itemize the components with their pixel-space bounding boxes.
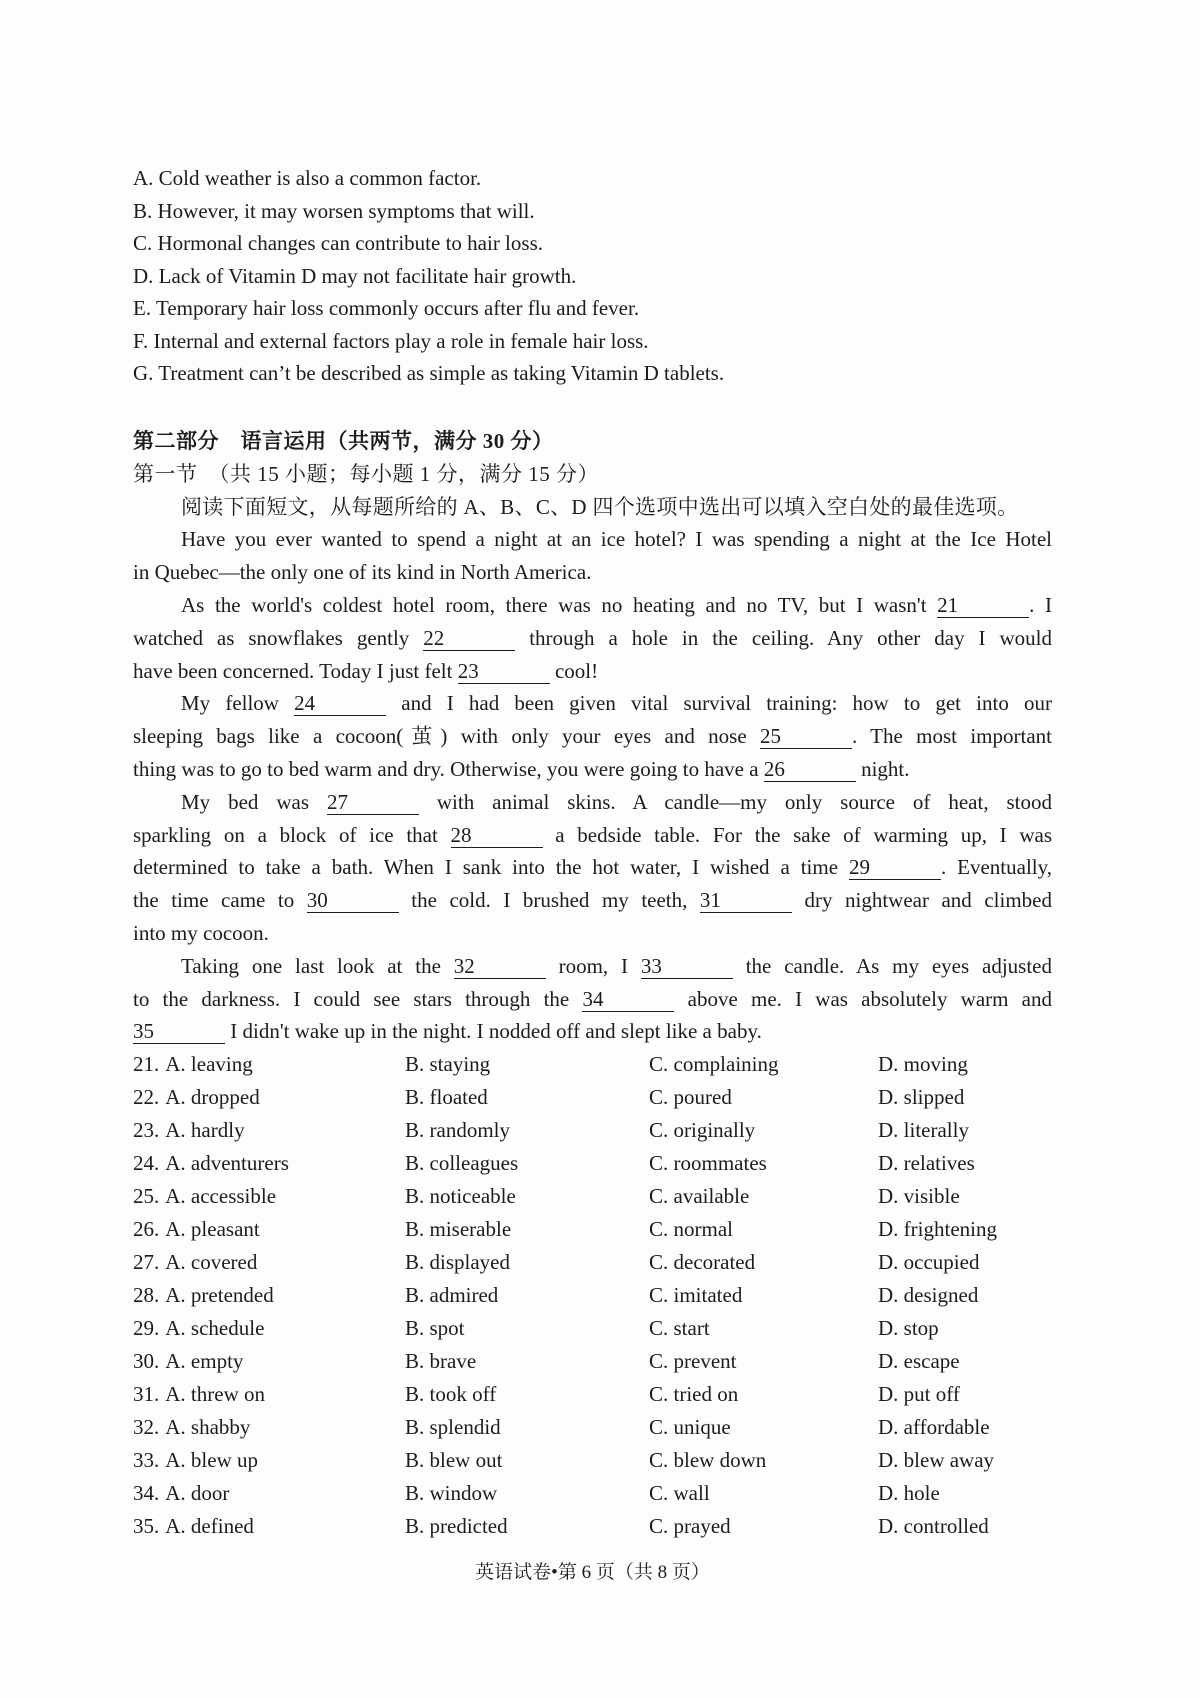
question-option-cell [405,1345,649,1378]
question-number: 22. [133,1085,160,1110]
question-number: 21. [133,1052,160,1077]
option-text: Cold weather is also a common factor. [158,166,482,190]
option-c: C. start [649,1316,710,1341]
previous-option-item [133,292,1052,325]
question-option-cell [405,1048,649,1081]
option-text: However, it may worsen symptoms that will. [157,198,535,223]
question-option-cell [405,1213,649,1246]
blank-26: 26 [764,757,856,782]
question-option-cell [133,1444,405,1477]
blank-25: 25 [760,724,852,749]
option-letter: B. [133,198,153,223]
option-b: B. displayed [405,1250,510,1275]
section-subheading: 第一节 （共 15 小题；每小题 1 分，满分 15 分） [133,461,599,486]
question-number: 31. [133,1382,160,1407]
option-d: D. visible [878,1184,960,1209]
passage-text: My bed was [181,789,327,814]
passage-text: . I [1029,592,1053,617]
question-option-cell [878,1213,1052,1246]
passage-text: and I had been given vital survival training: how to get into our [386,691,1052,716]
question-option-cell [133,1180,405,1213]
previous-option-item [133,260,1052,293]
question-option-cell [878,1081,1052,1114]
question-option-cell [649,1147,878,1180]
passage-text: have been concerned. Today I just felt [133,658,458,683]
question-number: 24. [133,1151,160,1176]
option-b: B. predicted [405,1514,508,1539]
passage-line [133,622,1052,655]
option-a: A. hardly [165,1118,245,1143]
passage-paragraph [133,589,1052,687]
question-row [133,1048,1052,1081]
option-b: B. noticeable [405,1184,516,1209]
option-letter: D. [133,263,154,288]
question-option-cell [405,1378,649,1411]
instruction-text: 阅读下面短文，从每题所给的 A、B、C、D 四个选项中选出可以填入空白处的最佳选项。 [181,494,1019,519]
option-text: Lack of Vitamin D may not facilitate hair growth. [158,263,577,288]
question-number: 35. [133,1514,160,1539]
passage-text: As the world's coldest hotel room, there was no heating and no TV, but I wasn't [181,592,938,617]
question-option-cell [133,1411,405,1444]
option-d: D. blew away [878,1448,995,1473]
passage-text: . Eventually, [940,855,1053,880]
question-number: 32. [133,1415,160,1440]
option-d: D. relatives [878,1151,975,1176]
passage-line [133,819,1052,852]
option-a: A. adventurers [165,1151,289,1176]
option-a: A. leaving [165,1052,253,1077]
question-option-cell [649,1048,878,1081]
blank-21: 21 [937,593,1029,618]
passage-text: room, I [545,953,641,978]
option-b: B. staying [405,1052,491,1077]
question-option-cell [878,1345,1052,1378]
passage-text: sparkling on a block of ice that [133,822,451,847]
option-d: D. frightening [878,1217,997,1242]
option-d: D. escape [878,1349,960,1374]
question-row [133,1081,1052,1114]
passage-line [133,687,1052,720]
option-d: D. designed [878,1283,979,1308]
previous-option-item [133,195,1052,228]
question-row [133,1477,1052,1510]
question-option-cell [649,1246,878,1279]
question-option-cell [649,1444,878,1477]
question-option-cell [133,1345,405,1378]
question-option-cell [878,1444,1052,1477]
passage-paragraph [133,950,1052,1048]
option-c: C. prevent [649,1349,737,1374]
question-row [133,1246,1052,1279]
passage-text: above me. I was absolutely warm and [674,986,1052,1011]
question-option-cell [133,1510,405,1543]
question-row [133,1345,1052,1378]
option-c: C. prayed [649,1514,731,1539]
question-option-cell [878,1147,1052,1180]
option-d: D. moving [878,1052,968,1077]
blank-23: 23 [458,659,550,684]
passage-text: with animal skins. A candle—my only source of heat, stood [418,789,1052,814]
question-list [133,1048,1052,1543]
blank-30: 30 [307,888,399,913]
question-option-cell [878,1378,1052,1411]
passage-text: sleeping bags like a cocoon(茧) with only your eyes and nose [133,724,760,749]
option-text: Hormonal changes can contribute to hair loss. [157,231,543,255]
blank-24: 24 [294,691,386,716]
blank-29: 29 [849,855,941,880]
question-row [133,1213,1052,1246]
passage-line [133,720,1052,753]
passage-text: Have you ever wanted to spend a night at an ice hotel? I was spending a night at the Ice Hotel [181,527,1052,552]
question-option-cell [133,1477,405,1510]
passage-text: in Quebec—the only one of its kind in North America. [133,560,592,585]
passage-line [133,851,1052,884]
blank-31: 31 [700,888,792,913]
option-c: C. available [649,1184,750,1209]
option-b: B. blew out [405,1448,503,1473]
option-letter: A. [133,166,154,190]
option-a: A. door [165,1481,230,1506]
blank-35: 35 [133,1019,225,1044]
question-option-cell [133,1378,405,1411]
question-option-cell [649,1312,878,1345]
question-row [133,1312,1052,1345]
option-b: B. admired [405,1283,499,1308]
passage-text: My fellow [181,691,295,716]
passage-text: determined to take a bath. When I sank into the hot water, I wished a time [133,855,849,880]
question-option-cell [878,1180,1052,1213]
option-c: C. originally [649,1118,756,1143]
option-letter: C. [133,231,153,255]
question-option-cell [649,1114,878,1147]
question-number: 27. [133,1250,160,1275]
passage-text: I didn't wake up in the night. I nodded off and slept like a baby. [225,1019,762,1044]
question-option-cell [878,1048,1052,1081]
option-a: A. pretended [165,1283,274,1308]
option-a: A. defined [165,1514,254,1539]
blank-34: 34 [582,987,674,1012]
option-c: C. imitated [649,1283,743,1308]
passage-text: Taking one last look at the [181,953,454,978]
option-b: B. took off [405,1382,497,1407]
question-option-cell [649,1411,878,1444]
option-b: B. colleagues [405,1151,519,1176]
option-c: C. blew down [649,1448,767,1473]
previous-option-item [133,162,1052,195]
option-b: B. floated [405,1085,488,1110]
option-b: B. spot [405,1316,465,1341]
option-b: B. brave [405,1349,477,1374]
question-row [133,1378,1052,1411]
passage-text: to the darkness. I could see stars through the [133,986,583,1011]
option-b: B. miserable [405,1217,512,1242]
question-row [133,1180,1052,1213]
option-letter: E. [133,296,152,320]
question-option-cell [878,1246,1052,1279]
passage-text: thing was to go to bed warm and dry. Otherwise, you were going to have a [133,756,764,781]
option-a: A. threw on [165,1382,265,1407]
question-number: 25. [133,1184,160,1209]
passage-paragraph [133,786,1052,950]
passage-text: a bedside table. For the sake of warming up, I was [542,822,1052,847]
passage-text: into my cocoon. [133,920,269,945]
option-d: D. controlled [878,1514,989,1539]
option-a: A. covered [165,1250,258,1275]
question-option-cell [405,1180,649,1213]
question-option-cell [649,1279,878,1312]
passage-text: the candle. As my eyes adjusted [732,953,1052,978]
option-d: D. hole [878,1481,940,1506]
question-option-cell [133,1147,405,1180]
option-a: A. accessible [165,1184,277,1209]
question-number: 28. [133,1283,160,1308]
previous-option-item [133,227,1052,260]
passage-line [133,655,1052,688]
question-option-cell [133,1312,405,1345]
question-number: 23. [133,1118,160,1143]
question-option-cell [649,1180,878,1213]
question-option-cell [133,1213,405,1246]
option-text: Temporary hair loss commonly occurs after flu and fever. [155,296,640,320]
passage-paragraph [133,523,1052,589]
option-a: A. shabby [165,1415,251,1440]
passage-line [133,753,1052,786]
question-option-cell [133,1279,405,1312]
option-c: C. unique [649,1415,731,1440]
passage-text: night. [855,756,910,781]
section-heading: 第二部分 语言运用（共两节，满分 30 分） [133,429,554,453]
passage-line [133,950,1052,983]
passage-text: . The most important [851,724,1052,749]
question-option-cell [878,1477,1052,1510]
question-row [133,1147,1052,1180]
previous-option-item [133,325,1052,358]
question-number: 29. [133,1316,160,1341]
question-option-cell [649,1510,878,1543]
option-c: C. poured [649,1085,732,1110]
question-option-cell [878,1312,1052,1345]
question-option-cell [133,1246,405,1279]
option-b: B. splendid [405,1415,501,1440]
option-b: B. window [405,1481,498,1506]
passage-text: watched as snowflakes gently [133,625,424,650]
page-footer: 英语试卷•第 6 页（共 8 页） [475,1562,710,1583]
option-c: C. roommates [649,1151,767,1176]
question-option-cell [133,1114,405,1147]
passage-text: the cold. I brushed my teeth, [398,888,700,913]
question-option-cell [405,1510,649,1543]
passage-paragraph [133,687,1052,785]
passage-text: cool! [549,658,599,683]
passage-line [133,556,1052,589]
question-option-cell [405,1312,649,1345]
question-option-cell [878,1411,1052,1444]
previous-question-options [133,162,1052,390]
question-option-cell [878,1279,1052,1312]
question-number: 33. [133,1448,160,1473]
option-c: C. decorated [649,1250,756,1275]
question-option-cell [405,1114,649,1147]
option-d: D. affordable [878,1415,990,1440]
question-number: 30. [133,1349,160,1374]
option-d: D. literally [878,1118,969,1143]
blank-32: 32 [454,954,546,979]
option-a: A. empty [165,1349,244,1374]
question-option-cell [405,1246,649,1279]
blank-27: 27 [327,790,419,815]
option-text: Internal and external factors play a role in female hair loss. [153,328,649,353]
question-option-cell [405,1081,649,1114]
option-letter: G. [133,361,154,385]
option-c: C. tried on [649,1382,739,1407]
question-option-cell [649,1378,878,1411]
question-option-cell [649,1081,878,1114]
question-option-cell [133,1081,405,1114]
option-c: C. normal [649,1217,733,1242]
cloze-passage [133,523,1052,1048]
option-d: D. put off [878,1382,960,1407]
previous-option-item [133,357,1052,390]
option-a: A. dropped [165,1085,260,1110]
passage-text: the time came to [133,888,307,913]
passage-line [133,917,1052,950]
question-option-cell [405,1477,649,1510]
passage-line [133,589,1052,622]
option-a: A. pleasant [165,1217,260,1242]
option-d: D. stop [878,1316,939,1341]
option-b: B. randomly [405,1118,510,1143]
passage-text: through a hole in the ceiling. Any other day I would [515,625,1052,650]
passage-line [133,1015,1052,1048]
passage-line [133,884,1052,917]
option-letter: F. [133,328,149,353]
question-number: 34. [133,1481,160,1506]
question-row [133,1411,1052,1444]
blank-28: 28 [451,823,543,848]
question-number: 26. [133,1217,160,1242]
passage-line [133,983,1052,1016]
question-row [133,1114,1052,1147]
passage-text: dry nightwear and climbed [791,888,1052,913]
passage-line [133,786,1052,819]
question-row [133,1510,1052,1543]
question-option-cell [405,1411,649,1444]
option-c: C. complaining [649,1052,779,1077]
question-option-cell [878,1114,1052,1147]
question-option-cell [405,1147,649,1180]
option-c: C. wall [649,1481,710,1506]
question-option-cell [405,1444,649,1477]
question-option-cell [878,1510,1052,1543]
option-d: D. slipped [878,1085,965,1110]
option-a: A. schedule [165,1316,265,1341]
question-option-cell [133,1048,405,1081]
blank-33: 33 [641,954,733,979]
blank-22: 22 [423,626,515,651]
question-option-cell [649,1477,878,1510]
option-a: A. blew up [165,1448,258,1473]
question-row [133,1279,1052,1312]
passage-line [133,523,1052,556]
question-option-cell [405,1279,649,1312]
question-row [133,1444,1052,1477]
question-option-cell [649,1213,878,1246]
language-use-section [133,425,1052,1543]
option-text: Treatment can’t be described as simple as taking Vitamin D tablets. [158,361,725,385]
option-d: D. occupied [878,1250,980,1275]
question-option-cell [649,1345,878,1378]
